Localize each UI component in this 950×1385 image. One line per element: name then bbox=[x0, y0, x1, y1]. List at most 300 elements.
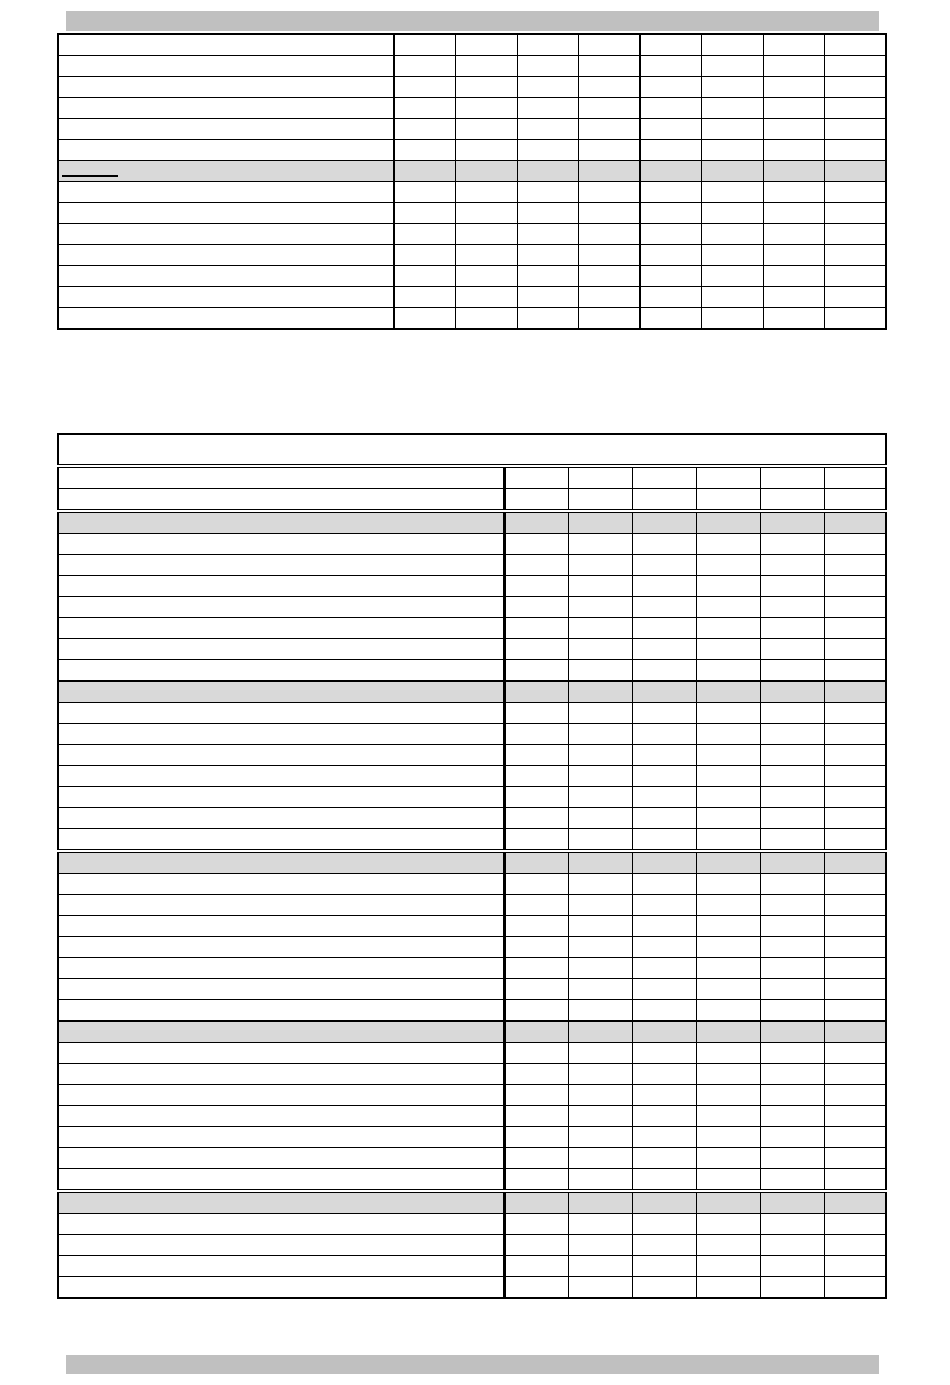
section-header-cell bbox=[632, 681, 696, 703]
section-header-cell bbox=[760, 511, 824, 534]
top-grid-cell bbox=[578, 56, 640, 77]
bottom-grid-cell bbox=[632, 1169, 696, 1192]
top-grid-cell bbox=[517, 245, 578, 266]
bottom-grid-header-label bbox=[58, 489, 504, 512]
bottom-grid-cell bbox=[632, 1148, 696, 1169]
bottom-grid-cell bbox=[760, 1277, 824, 1299]
section-header-cell bbox=[696, 511, 760, 534]
bottom-grid-cell bbox=[760, 1169, 824, 1192]
top-grid-cell bbox=[701, 34, 763, 56]
bottom-grid-cell bbox=[504, 745, 568, 766]
bottom-grid-cell bbox=[632, 555, 696, 576]
bottom-grid-cell bbox=[696, 1169, 760, 1192]
top-grid-cell bbox=[824, 98, 886, 119]
top-grid-cell bbox=[517, 287, 578, 308]
section-header-cell bbox=[824, 851, 886, 874]
top-grid-row bbox=[58, 224, 886, 245]
bottom-grid-cell bbox=[760, 1235, 824, 1256]
top-grid-row-label bbox=[58, 98, 394, 119]
top-grid-cell bbox=[824, 119, 886, 140]
bottom-grid-cell bbox=[824, 874, 886, 895]
bottom-grid-cell bbox=[760, 808, 824, 829]
bottom-grid-row bbox=[58, 639, 886, 660]
bottom-grid-cell bbox=[504, 937, 568, 958]
bottom-grid-cell bbox=[824, 703, 886, 724]
bottom-grid-cell bbox=[632, 1085, 696, 1106]
bottom-grid-cell bbox=[696, 1085, 760, 1106]
bottom-grid-cell bbox=[824, 1169, 886, 1192]
top-grid-cell bbox=[578, 308, 640, 330]
bottom-grid-row-label bbox=[58, 1085, 504, 1106]
top-grid-row-label bbox=[58, 224, 394, 245]
bottom-grid-cell bbox=[504, 1277, 568, 1299]
top-grid-cell bbox=[517, 77, 578, 98]
bottom-grid-cell bbox=[696, 1235, 760, 1256]
bottom-grid-cell bbox=[696, 1148, 760, 1169]
bottom-grid-header-cell bbox=[504, 489, 568, 512]
top-grid-cell bbox=[640, 140, 701, 161]
bottom-grid-cell bbox=[824, 895, 886, 916]
bottom-grid-cell bbox=[824, 1064, 886, 1085]
top-grid-cell bbox=[824, 140, 886, 161]
top-grid-row-label bbox=[58, 266, 394, 287]
bottom-grid-cell bbox=[696, 534, 760, 555]
bottom-grid-cell bbox=[504, 1256, 568, 1277]
bottom-grid-cell bbox=[824, 576, 886, 597]
top-grid-row-label bbox=[58, 140, 394, 161]
bottom-grid-cell bbox=[696, 660, 760, 682]
bottom-grid-cell bbox=[568, 937, 632, 958]
bottom-grid-cell bbox=[696, 1127, 760, 1148]
bottom-grid-cell bbox=[504, 808, 568, 829]
bottom-grid-cell bbox=[696, 916, 760, 937]
top-grid-cell bbox=[455, 98, 517, 119]
top-grid-cell bbox=[763, 34, 824, 56]
bottom-grid-cell bbox=[824, 916, 886, 937]
bottom-grid-row bbox=[58, 618, 886, 639]
header-bar bbox=[66, 11, 879, 31]
bottom-grid-cell bbox=[504, 829, 568, 852]
bottom-grid-row bbox=[58, 724, 886, 745]
bottom-grid-cell bbox=[568, 1148, 632, 1169]
bottom-grid-cell bbox=[568, 1127, 632, 1148]
bottom-grid-row-label bbox=[58, 1235, 504, 1256]
bottom-grid-row-label bbox=[58, 618, 504, 639]
top-grid-cell bbox=[455, 203, 517, 224]
top-grid-cell bbox=[763, 98, 824, 119]
bottom-grid-cell bbox=[568, 1064, 632, 1085]
top-grid-cell bbox=[394, 224, 455, 245]
bottom-grid-cell bbox=[760, 766, 824, 787]
bottom-grid-cell bbox=[632, 703, 696, 724]
section-header-cell bbox=[824, 511, 886, 534]
bottom-grid-cell bbox=[760, 618, 824, 639]
bottom-grid-cell bbox=[504, 958, 568, 979]
section-name bbox=[58, 1191, 504, 1214]
bottom-grid-cell bbox=[504, 576, 568, 597]
top-grid-cell bbox=[517, 34, 578, 56]
bottom-grid-cell bbox=[568, 874, 632, 895]
bottom-grid-cell bbox=[568, 916, 632, 937]
bottom-grid-cell bbox=[568, 1043, 632, 1064]
top-grid-cell bbox=[640, 77, 701, 98]
top-grid-cell bbox=[640, 266, 701, 287]
top-grid-cell bbox=[763, 308, 824, 330]
bottom-grid-cell bbox=[504, 916, 568, 937]
bottom-grid-header-cell bbox=[568, 466, 632, 489]
section-header-cell bbox=[504, 1191, 568, 1214]
bottom-grid-cell bbox=[632, 724, 696, 745]
section-header-cell bbox=[632, 1021, 696, 1043]
bottom-grid-header-row bbox=[58, 489, 886, 512]
bottom-grid-cell bbox=[696, 1000, 760, 1022]
bottom-grid-cell bbox=[696, 724, 760, 745]
bottom-grid-row-label bbox=[58, 639, 504, 660]
bottom-grid-cell bbox=[632, 618, 696, 639]
bottom-grid-cell bbox=[760, 534, 824, 555]
bottom-grid-cell bbox=[824, 979, 886, 1000]
section-header-cell bbox=[568, 511, 632, 534]
bottom-grid-cell bbox=[568, 979, 632, 1000]
bottom-grid-cell bbox=[632, 1256, 696, 1277]
bottom-grid-cell bbox=[632, 1106, 696, 1127]
section-header-cell bbox=[632, 511, 696, 534]
top-grid-cell bbox=[701, 287, 763, 308]
top-grid-cell bbox=[640, 182, 701, 203]
top-grid-cell bbox=[824, 245, 886, 266]
top-grid-cell bbox=[394, 161, 455, 182]
bottom-grid-cell bbox=[568, 1106, 632, 1127]
top-grid-cell bbox=[578, 161, 640, 182]
top-grid-cell bbox=[824, 224, 886, 245]
bottom-grid-cell bbox=[504, 787, 568, 808]
top-grid-cell bbox=[640, 308, 701, 330]
bottom-grid-cell bbox=[696, 766, 760, 787]
top-grid-cell bbox=[455, 34, 517, 56]
section-header-cell bbox=[632, 851, 696, 874]
bottom-grid-row bbox=[58, 874, 886, 895]
bottom-grid-row-label bbox=[58, 787, 504, 808]
bottom-grid-cell bbox=[632, 937, 696, 958]
bottom-grid-row bbox=[58, 1064, 886, 1085]
bottom-grid-cell bbox=[504, 1148, 568, 1169]
bottom-grid-cell bbox=[696, 979, 760, 1000]
bottom-grid-row-label bbox=[58, 916, 504, 937]
bottom-grid-row bbox=[58, 766, 886, 787]
bottom-grid-cell bbox=[696, 787, 760, 808]
bottom-grid-row bbox=[58, 1043, 886, 1064]
bottom-grid-cell bbox=[824, 534, 886, 555]
bottom-grid-cell bbox=[568, 829, 632, 852]
bottom-grid-cell bbox=[632, 766, 696, 787]
bottom-grid-cell bbox=[632, 597, 696, 618]
bottom-grid-cell bbox=[760, 1127, 824, 1148]
bottom-grid-cell bbox=[504, 895, 568, 916]
bottom-grid-header-row bbox=[58, 466, 886, 489]
bottom-grid-cell bbox=[504, 874, 568, 895]
top-grid-cell bbox=[701, 245, 763, 266]
bottom-grid-cell bbox=[568, 597, 632, 618]
bottom-grid-cell bbox=[504, 1169, 568, 1192]
bottom-grid-cell bbox=[568, 703, 632, 724]
bottom-grid-row bbox=[58, 916, 886, 937]
top-grid-row bbox=[58, 266, 886, 287]
bottom-grid-row-label bbox=[58, 1256, 504, 1277]
top-grid-cell bbox=[701, 77, 763, 98]
top-grid-cell bbox=[763, 245, 824, 266]
bottom-grid-cell bbox=[760, 1064, 824, 1085]
bottom-grid-cell bbox=[504, 1214, 568, 1235]
section-header-cell bbox=[696, 1021, 760, 1043]
top-grid-cell bbox=[578, 203, 640, 224]
bottom-grid-row-label bbox=[58, 808, 504, 829]
bottom-grid-row bbox=[58, 1169, 886, 1192]
bottom-grid-row bbox=[58, 1235, 886, 1256]
top-grid-cell bbox=[701, 98, 763, 119]
bottom-grid-cell bbox=[824, 618, 886, 639]
bottom-grid-row bbox=[58, 958, 886, 979]
bottom-grid-cell bbox=[632, 745, 696, 766]
bottom-grid-cell bbox=[824, 1085, 886, 1106]
bottom-grid-cell bbox=[824, 1256, 886, 1277]
bottom-grid-cell bbox=[632, 660, 696, 682]
bottom-grid-cell bbox=[824, 1277, 886, 1299]
bottom-grid-row bbox=[58, 829, 886, 852]
bottom-grid-row-label bbox=[58, 1214, 504, 1235]
bottom-grid-cell bbox=[632, 787, 696, 808]
top-grid-cell bbox=[578, 287, 640, 308]
top-grid-cell bbox=[517, 308, 578, 330]
top-grid-cell bbox=[640, 245, 701, 266]
bottom-grid-cell bbox=[568, 660, 632, 682]
top-grid-cell bbox=[455, 266, 517, 287]
section-header-cell bbox=[696, 681, 760, 703]
bottom-grid-cell bbox=[568, 766, 632, 787]
bottom-grid-row-label bbox=[58, 724, 504, 745]
bottom-grid-cell bbox=[824, 808, 886, 829]
bottom-grid-cell bbox=[504, 1106, 568, 1127]
bottom-grid-cell bbox=[696, 874, 760, 895]
bottom-grid-cell bbox=[568, 745, 632, 766]
top-grid-cell bbox=[578, 34, 640, 56]
bottom-grid-header-cell bbox=[696, 466, 760, 489]
bottom-grid-row-label bbox=[58, 1169, 504, 1192]
bottom-grid-cell bbox=[504, 639, 568, 660]
bottom-grid-cell bbox=[504, 1000, 568, 1022]
top-grid-cell bbox=[640, 119, 701, 140]
underline-mark bbox=[62, 166, 118, 177]
top-grid-cell bbox=[517, 224, 578, 245]
bottom-grid-cell bbox=[760, 916, 824, 937]
top-grid-cell bbox=[394, 56, 455, 77]
section-header-cell bbox=[568, 681, 632, 703]
bottom-grid-header-cell bbox=[760, 466, 824, 489]
bottom-grid-cell bbox=[824, 958, 886, 979]
bottom-grid-cell bbox=[760, 895, 824, 916]
bottom-grid-row-label bbox=[58, 576, 504, 597]
bottom-grid-cell bbox=[632, 1127, 696, 1148]
bottom-grid-cell bbox=[760, 1148, 824, 1169]
bottom-grid-cell bbox=[824, 1043, 886, 1064]
top-grid-cell bbox=[578, 98, 640, 119]
bottom-grid-cell bbox=[760, 937, 824, 958]
bottom-grid-cell bbox=[504, 534, 568, 555]
top-grid-cell bbox=[455, 161, 517, 182]
bottom-grid-cell bbox=[504, 1235, 568, 1256]
top-grid-cell bbox=[394, 140, 455, 161]
bottom-grid-cell bbox=[504, 660, 568, 682]
top-grid-cell bbox=[455, 140, 517, 161]
section-header-cell bbox=[760, 681, 824, 703]
top-grid-cell bbox=[701, 119, 763, 140]
top-grid-cell bbox=[578, 119, 640, 140]
bottom-grid-cell bbox=[760, 724, 824, 745]
top-grid-cell bbox=[578, 245, 640, 266]
top-grid-cell bbox=[824, 56, 886, 77]
top-grid-row-label bbox=[58, 119, 394, 140]
bottom-grid-cell bbox=[568, 1256, 632, 1277]
bottom-grid-cell bbox=[760, 576, 824, 597]
bottom-grid-cell bbox=[632, 1064, 696, 1085]
bottom-grid-row bbox=[58, 787, 886, 808]
top-grid-cell bbox=[824, 287, 886, 308]
top-grid-cell bbox=[701, 266, 763, 287]
bottom-grid-cell bbox=[696, 618, 760, 639]
bottom-grid-header-cell bbox=[504, 466, 568, 489]
bottom-grid-cell bbox=[568, 1085, 632, 1106]
bottom-grid-cell bbox=[504, 555, 568, 576]
top-grid-row bbox=[58, 98, 886, 119]
top-grid-table bbox=[57, 33, 887, 330]
bottom-grid-cell bbox=[568, 958, 632, 979]
bottom-grid-cell bbox=[504, 979, 568, 1000]
top-grid-cell bbox=[517, 56, 578, 77]
top-grid-cell bbox=[394, 287, 455, 308]
top-grid-row-label bbox=[58, 308, 394, 330]
bottom-grid-cell bbox=[504, 1043, 568, 1064]
top-grid-cell bbox=[455, 119, 517, 140]
top-grid-cell bbox=[763, 287, 824, 308]
top-grid-cell bbox=[517, 266, 578, 287]
bottom-grid-cell bbox=[760, 1085, 824, 1106]
bottom-grid-cell bbox=[824, 766, 886, 787]
bottom-grid-cell bbox=[760, 787, 824, 808]
bottom-grid-cell bbox=[824, 1106, 886, 1127]
top-grid-cell bbox=[455, 56, 517, 77]
top-grid-cell bbox=[640, 56, 701, 77]
top-grid-cell bbox=[455, 245, 517, 266]
bottom-grid-row bbox=[58, 703, 886, 724]
bottom-grid-header-label bbox=[58, 466, 504, 489]
bottom-grid-cell bbox=[824, 1127, 886, 1148]
top-grid-cell bbox=[824, 77, 886, 98]
top-grid-cell bbox=[640, 224, 701, 245]
bottom-grid-row-label bbox=[58, 534, 504, 555]
top-grid-cell bbox=[763, 119, 824, 140]
top-grid-cell bbox=[517, 203, 578, 224]
bottom-grid-row-label bbox=[58, 1127, 504, 1148]
bottom-grid-row-label bbox=[58, 555, 504, 576]
bottom-grid-cell bbox=[696, 555, 760, 576]
bottom-grid-row-label bbox=[58, 1277, 504, 1299]
section-header-row bbox=[58, 1191, 886, 1214]
top-grid-cell bbox=[394, 266, 455, 287]
bottom-grid-cell bbox=[824, 1214, 886, 1235]
top-grid-cell bbox=[701, 182, 763, 203]
bottom-grid-header-cell bbox=[696, 489, 760, 512]
bottom-grid-cell bbox=[504, 1127, 568, 1148]
bottom-grid-row bbox=[58, 808, 886, 829]
bottom-grid-cell bbox=[696, 1277, 760, 1299]
top-grid-cell bbox=[763, 203, 824, 224]
section-header-cell bbox=[696, 1191, 760, 1214]
section-header-cell bbox=[760, 851, 824, 874]
bottom-grid-cell bbox=[760, 703, 824, 724]
top-grid-cell bbox=[763, 140, 824, 161]
top-grid-row-label bbox=[58, 161, 394, 182]
top-grid-row bbox=[58, 77, 886, 98]
top-grid-cell bbox=[578, 182, 640, 203]
bottom-grid-cell bbox=[824, 787, 886, 808]
bottom-grid-cell bbox=[824, 639, 886, 660]
bottom-grid-cell bbox=[632, 1043, 696, 1064]
bottom-grid-cell bbox=[696, 1256, 760, 1277]
section-header-cell bbox=[824, 1191, 886, 1214]
bottom-grid-cell bbox=[568, 1214, 632, 1235]
bottom-grid-row-label bbox=[58, 1043, 504, 1064]
bottom-grid-cell bbox=[568, 534, 632, 555]
bottom-grid-header-cell bbox=[824, 489, 886, 512]
top-grid-cell bbox=[824, 203, 886, 224]
bottom-grid-table bbox=[57, 433, 887, 1299]
section-name bbox=[58, 511, 504, 534]
section-name bbox=[58, 1021, 504, 1043]
top-grid-cell bbox=[517, 119, 578, 140]
top-grid-row bbox=[58, 308, 886, 330]
top-grid-row-label bbox=[58, 34, 394, 56]
top-grid-cell bbox=[763, 56, 824, 77]
bottom-grid-row bbox=[58, 979, 886, 1000]
bottom-grid-header-cell bbox=[568, 489, 632, 512]
top-grid-cell bbox=[394, 245, 455, 266]
bottom-grid-cell bbox=[824, 597, 886, 618]
bottom-grid-cell bbox=[568, 555, 632, 576]
bottom-grid-cell bbox=[696, 1043, 760, 1064]
top-grid-cell bbox=[824, 308, 886, 330]
bottom-grid-row bbox=[58, 1277, 886, 1299]
top-grid-row-label bbox=[58, 203, 394, 224]
top-grid-cell bbox=[517, 98, 578, 119]
section-header-cell bbox=[696, 851, 760, 874]
bottom-grid-cell bbox=[632, 958, 696, 979]
top-grid-cell bbox=[578, 224, 640, 245]
bottom-grid-cell bbox=[696, 895, 760, 916]
bottom-grid-row-label bbox=[58, 958, 504, 979]
section-header-row bbox=[58, 681, 886, 703]
bottom-grid-cell bbox=[696, 1214, 760, 1235]
section-header-cell bbox=[568, 1191, 632, 1214]
bottom-grid-header-cell bbox=[632, 489, 696, 512]
section-header-cell bbox=[824, 681, 886, 703]
bottom-grid-row bbox=[58, 597, 886, 618]
bottom-grid-cell bbox=[568, 1235, 632, 1256]
bottom-grid-row-label bbox=[58, 597, 504, 618]
bottom-grid-row-label bbox=[58, 1000, 504, 1022]
bottom-grid-header-cell bbox=[632, 466, 696, 489]
section-header-cell bbox=[760, 1191, 824, 1214]
bottom-grid-row-label bbox=[58, 979, 504, 1000]
bottom-grid-cell bbox=[504, 703, 568, 724]
